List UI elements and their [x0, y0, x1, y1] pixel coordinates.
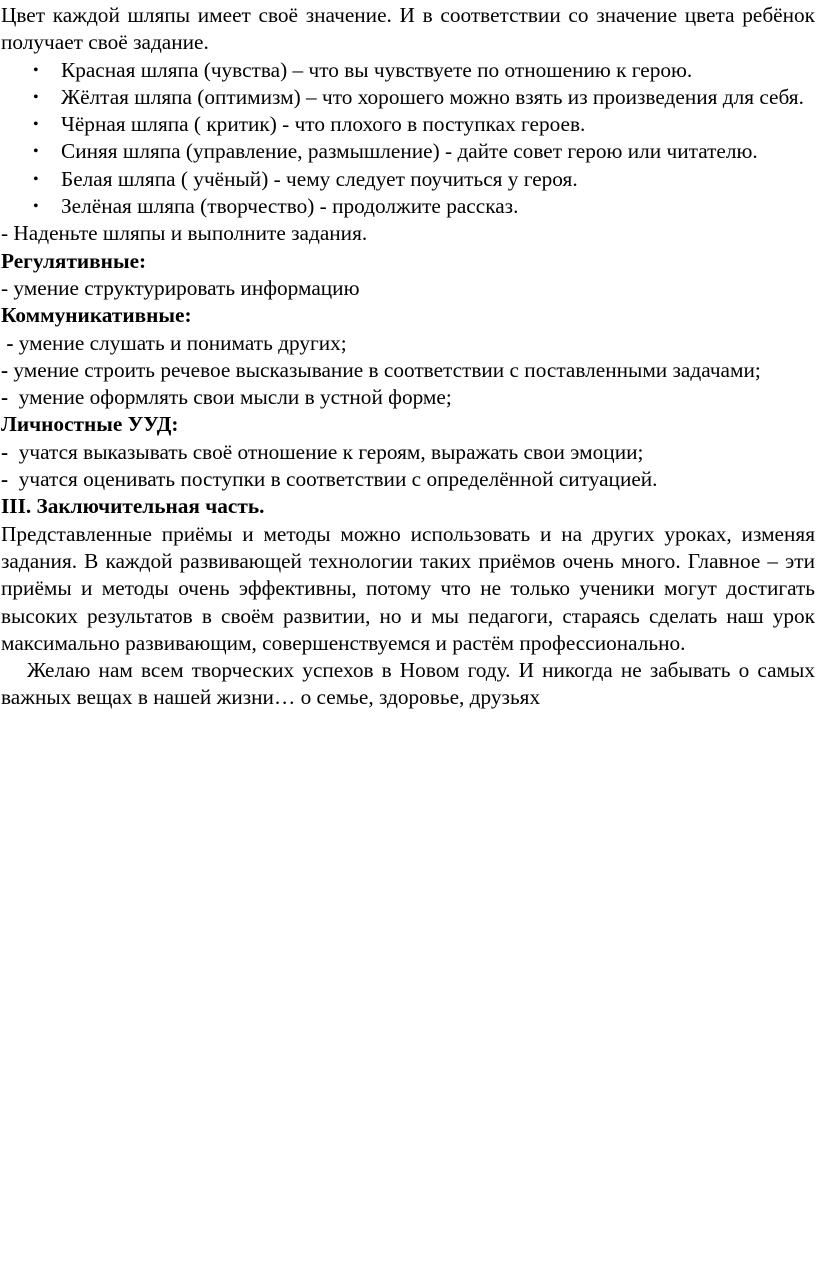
regulative-item: - умение структурировать информацию [1, 275, 360, 300]
regulative-heading: Регулятивные: [1, 248, 147, 273]
communicative-heading: Коммуникативные: [1, 303, 192, 328]
communicative-item-text: умение оформлять свои мысли в устной форме; [18, 385, 452, 410]
personal-item-text: учатся оценивать поступки в соответствии с определённой ситуацией. [18, 467, 658, 492]
personal-item: - учатся выказывать своё отношение к героям, выражать свои эмоции; [1, 439, 644, 464]
conclusion-heading: III. Заключительная часть. [1, 494, 265, 519]
personal-item: - учатся оценивать поступки в соответствии с определённой ситуацией. [1, 467, 658, 492]
communicative-item-text: умение слушать и понимать других; [18, 330, 347, 355]
intro-paragraph: Цвет каждой шляпы имеет своё значение. И в соответствии со значение цвета ребёнок получает своё задание. [1, 3, 815, 55]
list-item: • Жёлтая шляпа (оптимизм) – что хорошего можно взять из произведения для себя. [1, 84, 815, 111]
list-item: • Красная шляпа (чувства) – что вы чувствуете по отношению к герою. [1, 57, 815, 84]
communicative-item: - умение слушать и понимать других; [6, 330, 347, 355]
personal-item-text: учатся выказывать своё отношение к героям, выражать свои эмоции; [18, 439, 644, 464]
hats-list [1, 57, 815, 221]
communicative-item: - умение оформлять свои мысли в устной форме; [1, 385, 452, 410]
wish-paragraph: Желаю нам всем творческих успехов в Новом году. И никогда не забывать о самых важных вещах в нашей жизни… о семье, здоровье, друзьях [1, 658, 815, 710]
document-page [1, 2, 815, 712]
instruction-line: - Наденьте шляпы и выполните задания. [1, 221, 368, 246]
list-item: • Чёрная шляпа ( критик) - что плохого в поступках героев. [1, 111, 815, 138]
list-item: • Синяя шляпа (управление, размышление) - дайте совет герою или читателю. [1, 138, 815, 165]
conclusion-paragraph: Представленные приёмы и методы можно использовать и на других уроках, изменяя задания. В каждой развивающей технологии таких приёмов очень много. Главное – эти приёмы и методы очень эффективны, потому что не только ученики могут достигать высоких результатов в своём развитии, но и мы педагоги, стараясь сделать наш урок максимально развивающим, совершенствуемся и растём профессионально. [1, 521, 815, 655]
communicative-item-text: умение строить речевое высказывание в соответствии с поставленными задачами; [13, 357, 761, 382]
communicative-item: - умение строить речевое высказывание в соответствии с поставленными задачами; [1, 357, 761, 382]
list-item: • Зелёная шляпа (творчество) - продолжите рассказ. [1, 193, 815, 220]
personal-heading: Личностные УУД: [1, 412, 179, 437]
list-item: • Белая шляпа ( учёный) - чему следует поучиться у героя. [1, 166, 815, 193]
